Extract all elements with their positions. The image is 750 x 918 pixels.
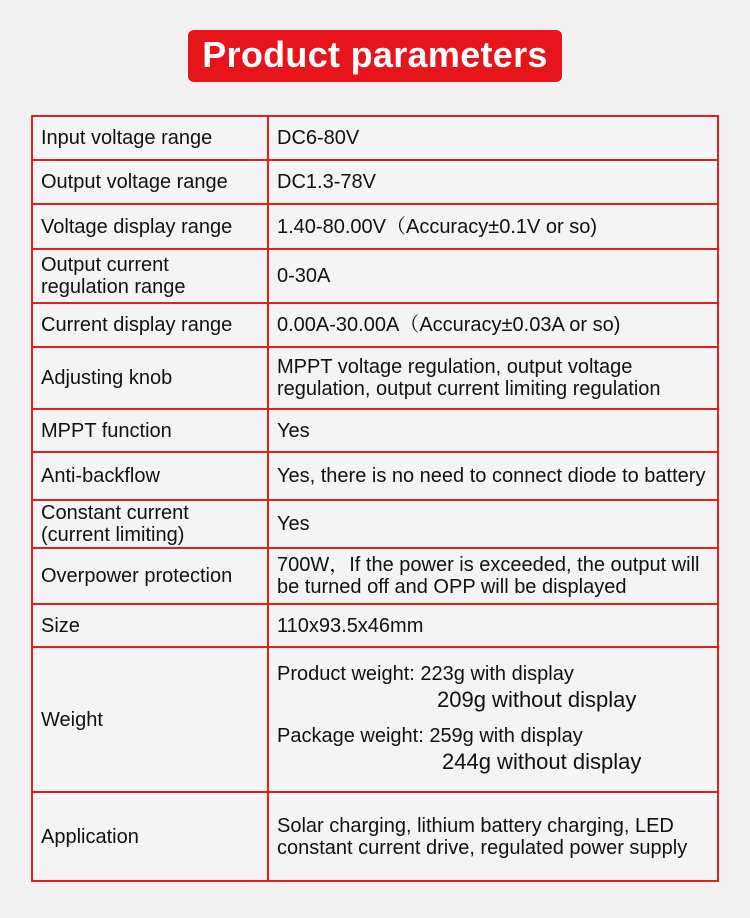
row-label: Voltage display range	[32, 204, 268, 248]
row-label: Input voltage range	[32, 116, 268, 160]
weight-row	[32, 647, 718, 793]
page-title: Product parameters	[188, 30, 562, 82]
table-row	[32, 548, 718, 604]
row-label: MPPT function	[32, 409, 268, 451]
table-row	[32, 116, 718, 160]
row-label: Size	[32, 604, 268, 646]
row-label: Anti-backflow	[32, 452, 268, 500]
table-row	[32, 249, 718, 303]
row-label: Current display range	[32, 303, 268, 347]
package-weight-sub: 244g without display	[442, 748, 642, 774]
row-label: Output voltage range	[32, 160, 268, 204]
row-label: Adjusting knob	[32, 347, 268, 409]
weight-gap	[277, 715, 709, 725]
table-row	[32, 303, 718, 347]
table-row	[32, 160, 718, 204]
weight-label: Weight	[32, 647, 268, 793]
table-row	[32, 409, 718, 451]
row-value: 110x93.5x46mm	[268, 604, 718, 646]
package-weight-line: Package weight: 259g with display	[277, 724, 583, 747]
row-value: 0-30A	[268, 249, 718, 303]
row-label: Output current regulation range	[32, 249, 268, 303]
row-value: Yes, there is no need to connect diode to battery	[268, 452, 718, 500]
product-weight-sub: 209g without display	[437, 686, 637, 712]
row-value: Yes	[268, 409, 718, 451]
table-row	[32, 604, 718, 646]
table-row	[32, 500, 718, 548]
row-value: 0.00A-30.00A（Accuracy±0.03A or so)	[268, 303, 718, 347]
product-weight-line: Product weight: 223g with display	[277, 662, 574, 685]
parameters-table	[31, 115, 719, 882]
application-label: Application	[32, 792, 268, 881]
row-value: Yes	[268, 500, 718, 548]
title-wrap	[0, 30, 750, 82]
row-label: Constant current (current limiting)	[32, 500, 268, 548]
row-value: DC1.3-78V	[268, 160, 718, 204]
row-value: MPPT voltage regulation, output voltage regulation, output current limiting regulation	[268, 347, 718, 409]
table-row	[32, 204, 718, 248]
table-row	[32, 347, 718, 409]
application-row	[32, 792, 718, 881]
row-value: 700W，If the power is exceeded, the output will be turned off and OPP will be displayed	[268, 548, 718, 604]
weight-value	[268, 647, 718, 793]
application-value: Solar charging, lithium battery charging, LED constant current drive, regulated power supply	[268, 792, 718, 881]
row-label: Overpower protection	[32, 548, 268, 604]
table-row	[32, 452, 718, 500]
row-value: 1.40-80.00V（Accuracy±0.1V or so)	[268, 204, 718, 248]
row-value: DC6-80V	[268, 116, 718, 160]
